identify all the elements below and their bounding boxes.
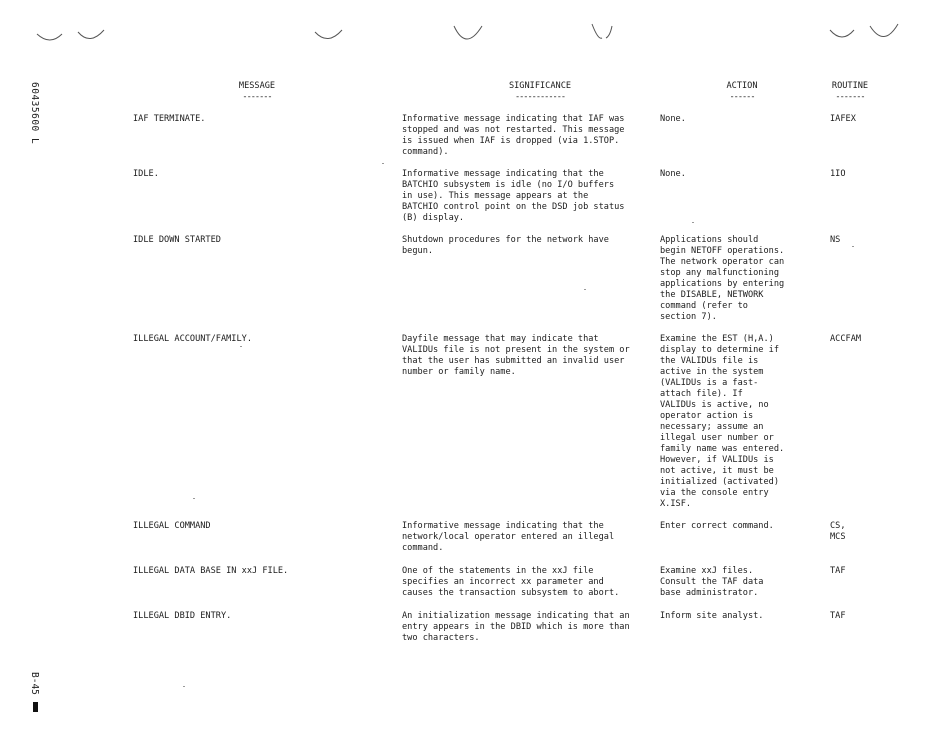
scan-speck xyxy=(584,289,586,290)
header-routine-label: ROUTINE xyxy=(831,81,869,91)
column-header-significance xyxy=(500,81,580,103)
row-significance: An initialization message indicating that an entry appears in the DBID which is more than two characters. xyxy=(402,611,630,643)
scan-speck xyxy=(240,346,242,347)
row-significance: Informative message indicating that IAF was stopped and was not restarted. This message is issued when IAF is dropped (via 1.STOP. command). xyxy=(402,114,625,157)
row-action: Inform site analyst. xyxy=(660,611,764,621)
scan-speck xyxy=(183,686,185,687)
row-routine: ACCFAM xyxy=(830,334,862,344)
header-message-underline: ------- xyxy=(242,92,272,102)
row-significance: Informative message indicating that the network/local operator entered an illegal command. xyxy=(402,521,615,553)
row-significance: Informative message indicating that the BATCHIO subsystem is idle (no I/O buffers in use). This message appears at the BATCHIO control point on the DSD job status (B) display. xyxy=(402,169,625,223)
row-message: ILLEGAL COMMAND xyxy=(133,521,211,531)
row-routine: CS, MCS xyxy=(830,521,846,542)
row-message: IDLE DOWN STARTED xyxy=(133,235,221,245)
header-action-underline: ------ xyxy=(729,92,755,102)
punch-hole-mark xyxy=(452,22,484,48)
page-marker-bar xyxy=(33,702,38,712)
punch-hole-mark xyxy=(590,22,620,44)
row-significance: Shutdown procedures for the network have begun. xyxy=(402,235,609,256)
row-routine: IAFEX xyxy=(830,114,856,124)
column-header-action xyxy=(722,81,762,103)
header-action-label: ACTION xyxy=(726,81,758,91)
header-message-label: MESSAGE xyxy=(238,81,276,91)
row-routine: NS xyxy=(830,235,841,245)
document-code: 60435600 L xyxy=(29,82,40,145)
row-routine: TAF xyxy=(830,566,846,576)
punch-hole-mark xyxy=(314,22,344,44)
row-action: Enter correct command. xyxy=(660,521,774,531)
header-significance-underline: ------------ xyxy=(514,92,566,102)
row-action: Examine the EST (H,A.) display to determine if the VALIDUs file is active in the system (VALIDUs is a fast- attach file). If VALIDUs is active, no operator action is necessary; assume an illegal user number or family name was entered. However, if VALIDUs is not active, it must be initialized (activated) via the console entry X.ISF. xyxy=(660,334,785,509)
punch-hole-mark xyxy=(828,22,900,46)
scan-speck xyxy=(382,163,384,164)
header-significance-label: SIGNIFICANCE xyxy=(508,81,572,91)
row-message: ILLEGAL DATA BASE IN xxJ FILE. xyxy=(133,566,289,576)
row-message: IAF TERMINATE. xyxy=(133,114,206,124)
header-routine-underline: ------- xyxy=(835,92,865,102)
row-message: IDLE. xyxy=(133,169,159,179)
scan-speck xyxy=(193,498,195,499)
row-significance: One of the statements in the xxJ file specifies an incorrect xx parameter and causes the transaction subsystem to abort. xyxy=(402,566,620,598)
row-action: None. xyxy=(660,169,686,179)
row-message: ILLEGAL DBID ENTRY. xyxy=(133,611,232,621)
row-routine: TAF xyxy=(830,611,846,621)
row-routine: 1IO xyxy=(830,169,846,179)
row-action: Applications should begin NETOFF operations. The network operator can stop any malfunctioning applications by entering the DISABLE, NETWORK command (refer to section 7). xyxy=(660,235,785,322)
column-header-routine xyxy=(826,81,874,103)
punch-hole-mark xyxy=(36,22,106,44)
column-header-message xyxy=(232,81,282,103)
row-action: None. xyxy=(660,114,686,124)
scan-speck xyxy=(692,222,694,223)
page-number: B-45 xyxy=(29,672,40,695)
row-significance: Dayfile message that may indicate that VALIDUs file is not present in the system or that the user has submitted an invalid user number or family name. xyxy=(402,334,630,377)
row-message: ILLEGAL ACCOUNT/FAMILY. xyxy=(133,334,252,344)
row-action: Examine xxJ files. Consult the TAF data base administrator. xyxy=(660,566,764,598)
scan-speck xyxy=(852,246,854,247)
